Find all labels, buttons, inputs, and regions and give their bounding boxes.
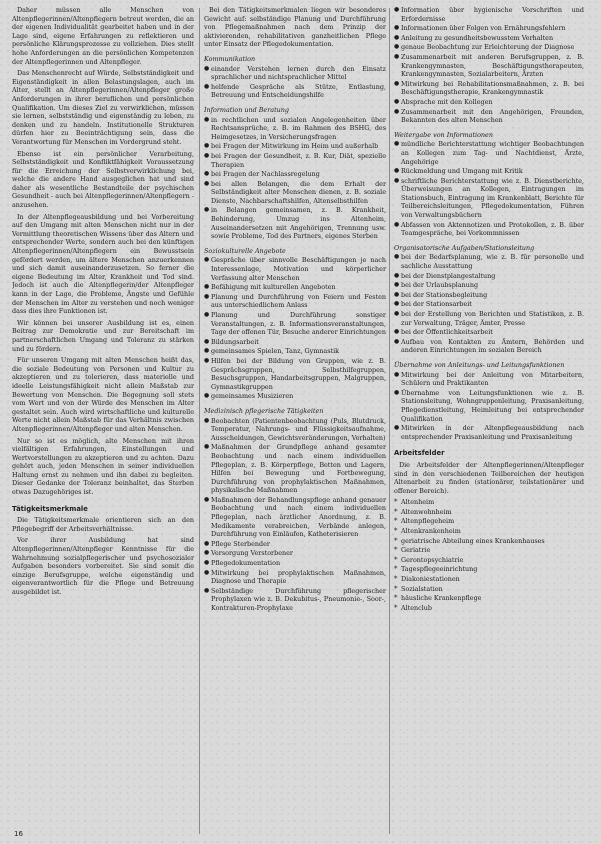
bullet-list xyxy=(394,371,584,442)
list-item: * Gerontopsychiatrie xyxy=(394,556,584,565)
list-item: ● schriftliche Berichterstattung wie z. B. Dienstberichte, Überweisungen an Kollegen, Eintragungen im Stationsbuch, Eintragung im Krankenblatt, Berichte für Teilbereichsleitungen, Pflegedokumentation, Führen von Verwaltungsbüchern xyxy=(394,177,584,220)
paragraph: Die Arbeitsfelder der Altenpflegerinnen/Altenpfleger sind in den verschiedenen Teilbereichen der heutigen Altenarbeit zu finden (stationärer, teilstationärer und offener Bereich). xyxy=(394,460,584,495)
subsection-heading: Organisatorische Aufgaben/Stationsleitung xyxy=(394,243,535,252)
list-item: ● bei der Erstellung von Berichten und Statistiken, z. B. zur Verwaltung, Träger, Ämter, Presse xyxy=(394,310,584,327)
list-item: ● Selbständige Durchführung pflegerischer Prophylaxen wie z. B. Dekubitus-, Pneumonie-, Soor-, Kontrakturen-Prophylaxe xyxy=(204,587,386,613)
bullet-list xyxy=(204,256,386,401)
bullet-list xyxy=(204,65,386,100)
paragraph: Ebenso ist ein persönlicher Verarbeitung, Selbstständigkeit und Konfliktfähigkeit Voraussetzung für die Erreichung der Selbstverwirklichung bei, welche die andere Hand ausgeglichen hat und sind daher als wesentliche Bestandteile der psychischen Gesundheit - auch bei Altenpflegerinnen/Altenpflegern - anzusehen. xyxy=(12,149,194,210)
list-item: ● bei der Urlaubsplanung xyxy=(394,281,584,290)
list-item: ● bei der Dienstplangestaltung xyxy=(394,272,584,281)
list-item: * Geriatrie xyxy=(394,546,584,555)
section-title: Arbeitsfelder xyxy=(394,449,445,458)
bullet-list xyxy=(394,498,584,612)
list-item: ● Aufbau von Kontakten zu Ämtern, Behörden und anderen Einrichtungen im sozialen Bereich xyxy=(394,338,584,355)
list-item: ● in rechtlichen und sozialen Angelegenheiten über Rechtsansprüche, z. B. im Rahmen des BSHG, des Heimgesetzes, in Versicherungsfragen xyxy=(204,116,386,142)
list-item: ● in Belangen gemeinsamen, z. B. Krankheit, Behinderung, Umzug ins Altenheim, Auseinandersetzen mit Angehörigen, Trennung usw. sowie Probleme, Tod des Partners, eigenes Sterben xyxy=(204,206,386,240)
list-item: ● Zusammenarbeit mit den Angehörigen, Freunden, Bekannten des alten Menschen xyxy=(394,108,584,125)
text-column-3 xyxy=(394,6,584,838)
list-item: ● bei der Öffentlichkeitsarbeit xyxy=(394,328,584,337)
bullet-list xyxy=(204,116,386,241)
paragraph: Wir können bei unserer Ausbildung ist es, einen Beitrag zur Demokratie und zur Bereitschaft im partnerschaftlichen Umgang und Toleranz zu stärken und zu fördern. xyxy=(12,318,194,353)
subsection-heading: Übernahme von Anleitungs- und Leitungsfunktionen xyxy=(394,360,565,369)
list-item: ● Mitwirken in der Altenpflegeausbildung nach entsprechender Praxisanleitung und Praxisanleitung xyxy=(394,424,584,441)
list-item: ● genaue Beobachtung zur Erleichterung der Diagnose xyxy=(394,43,584,52)
list-item: ● gemeinsames Spielen, Tanz, Gymnastik xyxy=(204,347,386,356)
list-item: ● Mitwirkung bei prophylaktischen Maßnahmen, Diagnose und Therapie xyxy=(204,569,386,586)
list-item: ● Information über hygienische Vorschriften und Erfordernisse xyxy=(394,6,584,23)
subsection-heading: Kommunikation xyxy=(204,54,256,63)
list-item: * Diakoniestationen xyxy=(394,575,584,584)
paragraph: Nur so ist es möglich, alte Menschen mit ihren vielfältigen Erfahrungen, Einstellungen und Wertvorstellungen zu akzeptieren und zu achten. Dazu gehört auch, jeden Menschen in seiner individuellen Haltung ernst zu nehmen und ihn dabei zu begleiten. Dieser Gedanke der Toleranz beinhaltet, das Sterben etwas Dazugehöriges ist. xyxy=(12,436,194,497)
list-item: * Altenpflegeheim xyxy=(394,517,584,526)
list-item: ● Versorgung Verstorbener xyxy=(204,549,386,558)
text-column-2 xyxy=(204,6,386,838)
list-item: ● Befähigung mit kulturellen Angeboten xyxy=(204,283,386,292)
list-item: ● Pflegedokumentation xyxy=(204,559,386,568)
list-item: ● Abfassen von Aktennotizen und Protokollen, z. B. über Teamgespräche, bei Vorkommnissen xyxy=(394,221,584,238)
list-item: ● einander Verstehen lernen durch den Einsatz sprachlicher und nichtsprachlicher Mittel xyxy=(204,65,386,82)
list-item: ● Gespräche über sinnvolle Beschäftigungen je nach Interessenlage, Motivation und körperlicher Verfassung alter Menschen xyxy=(204,256,386,282)
text-column-1 xyxy=(12,6,194,838)
bullet-list xyxy=(204,417,386,613)
list-item: * Altenheim xyxy=(394,498,584,507)
list-item: * geriatrische Abteilung eines Krankenhauses xyxy=(394,537,584,546)
page-number: 16 xyxy=(14,830,23,838)
list-item: ● Übernahme von Leitungsfunktionen wie z. B. Stationsleitung, Wohngruppenleitung, Praxisanleitung, Pflegedienstleitung, Heimleitung bei entsprechender Qualifikation xyxy=(394,389,584,423)
list-item: ● bei allen Belangen, die dem Erhalt der Selbständigkeit alter Menschen dienen, z. B. soziale Dienste, Nachbarschaftshilfen, Altenselbsthilfen xyxy=(204,180,386,206)
list-item: ● Zusammenarbeit mit anderen Berufsgruppen, z. B. Krankengymnasten, Beschäftigungstherapeuten, Krankengymnasten, Sozialarbeitern, Ärzten xyxy=(394,53,584,79)
column-divider xyxy=(199,8,200,834)
subsection-heading: Weitergabe von Informationen xyxy=(394,130,493,139)
paragraph: Für unseren Umgang mit alten Menschen heißt das, die soziale Bedeutung von Personen und Kultur zu akzeptieren und zu tolerieren, dass materielle und ideelle Leistungsfähigkeit nicht allein Maßstab zur Bewertung von Menschen. Die Begegnung soll stets vom Wert und von der Würde des Menschen im Alter gestaltet sein. Auch wird wirtschaftliche und kulturelle Werte nicht allein Maßstab für das Verhältnis zwischen Altenpflegerinnen/Altenpfleger und alten Menschen. xyxy=(12,356,194,433)
group-list xyxy=(204,55,386,613)
paragraph-group xyxy=(12,6,194,497)
list-item: * Altenclub xyxy=(394,604,584,613)
bullet-list xyxy=(394,253,584,355)
list-item: ● Absprache mit den Kollegen xyxy=(394,98,584,107)
list-item: ● bei der Stationsbegleitung xyxy=(394,291,584,300)
list-item: ● Beobachten (Patientenbeobachtung (Puls, Blutdruck, Temperatur, Nahrungs- und Flüssigkeitsaufnahme, Ausscheidungen, Gewichtsveränderungen, Verhalten) xyxy=(204,417,386,443)
subsection-heading: Soziokulturelle Angebote xyxy=(204,246,286,255)
list-item: ● bei Fragen der Mitwirkung im Heim und außerhalb xyxy=(204,142,386,151)
paragraph: Bei den Tätigkeitsmerkmalen liegen wir besonderes Gewicht auf: selbständige Planung und Durchführung von Pflegemaßnahmen nach dem Prinzip der aktivierenden, rehabilitativen ganzheitlichen Pflege unter Einsatz der Pflegedokumentation. xyxy=(204,6,386,49)
bullet-list xyxy=(394,6,584,125)
paragraph: Das Menschenrecht auf Würde, Selbstständigkeit und Eigenständigkeit in allen Belastungslagen, auch im Alter, stellt an Altenpflegerinnen/Altenpfleger große Anforderungen in ihrer beruflichen und persönlichen Qualifikation. Um dieses Ziel zu verwirklichen, müssen sie lernen, selbstständig und eigenständig zu leben, zu denken und zu handeln. Institutionelle Strukturen dürfen hier zu Beeinträchtigung sein, dass die Verantwortung für Menschen im Vordergrund steht. xyxy=(12,69,194,146)
bullet-list xyxy=(394,140,584,238)
list-item: * häusliche Krankenpflege xyxy=(394,594,584,603)
column-divider xyxy=(389,8,390,834)
list-item: ● bei der Bedarfsplanung, wie z. B. für personelle und sachliche Ausstattung xyxy=(394,253,584,270)
list-item: ● Hilfen bei der Bildung von Gruppen, wie z. B. Gesprächsgruppen, Selbsthilfegruppen, Besuchsgruppen, Handarbeitsgruppen, Malgruppen, Gymnastikgruppen xyxy=(204,357,386,391)
subsection-heading: Medizinisch pflegerische Tätigkeiten xyxy=(204,406,324,415)
group-list xyxy=(394,131,584,442)
list-item: ● Mitwirkung bei der Anleitung von Mitarbeitern, Schülern und Praktikanten xyxy=(394,371,584,388)
subsection-heading: Information und Beratung xyxy=(204,105,289,114)
list-item: ● bei Fragen der Nachlassregelung xyxy=(204,170,386,179)
paragraph: Die Tätigkeitsmerkmale orientieren sich an den Pflegebegriff der Arbeitsverhältnisse. xyxy=(12,516,194,533)
list-item: ● Maßnahmen der Behandlungspflege anhand genauer Beobachtung und nach einem individuellen Pflegeplan, nach ärztlicher Anordnung, z. B. Medikamente verabreichen, Verbände anlegen, Durchführung von Einläufen, Katheterisieren xyxy=(204,496,386,539)
list-item: * Altenkrankenheim xyxy=(394,527,584,536)
list-item: * Tagespflegeeinrichtung xyxy=(394,565,584,574)
paragraph: Daher müssen alle Menschen von Altenpflegerinnen/Altenpflegern betreut werden, die an der eigenen Individualität gearbeitet haben und in der Lage sind, eigene Erfahrungen zu reflektieren und persönliche Klärungsprozesse zu vollziehen. Dies stellt hohe Anforderungen an die persönlichen Kompetenzen der Altenpflegerinnen und Altenpfleger. xyxy=(12,6,194,66)
list-item: ● Planung und Durchführung sonstiger Veranstaltungen, z. B. Informationsveranstaltungen, Tage der offenen Tür, Besuche anderer Einrichtungen xyxy=(204,311,386,337)
list-item: ● Pflege Sterbender xyxy=(204,540,386,549)
paragraph: In der Altenpflegeausbildung und bei Vorbereitung auf den Umgang mit alten Menschen nicht nur in der Vermittlung theoretischen Wissens über das Altern und entsprechender Werte, sondern auch bei den künftigen Altenpflegerinnen/Altenpflegern ein Bewusstsein gefördert werden, um ältere Menschen anzuerkennen und sich damit auseinanderzusetzen. So ferner die eigene Bedeutung im Alter, Krankheit und Tod sind. Jedoch ist auch die Altenpflegerin/der Altenpfleger kann in der Lage, die Probleme, Ängste und Gefühle der Menschen im Alter zu verstehen und noch weniger dass dies ihre Funktionen ist. xyxy=(12,212,194,316)
list-item: ● Rückmeldung und Umgang mit Kritik xyxy=(394,167,584,176)
list-item: ● Planung und Durchführung von Feiern und Festen aus unterschiedlichem Anlass xyxy=(204,293,386,310)
list-item: ● bei der Stationsarbeit xyxy=(394,300,584,309)
list-item: * Altenwohnheim xyxy=(394,508,584,517)
list-item: ● bei Fragen der Gesundheit, z. B. Kur, Diät, spezielle Therapien xyxy=(204,152,386,169)
paragraph-group xyxy=(12,516,194,596)
paragraph: Vor ihrer Ausbildung hat sind Altenpflegerinnen/Altenpfleger Kenntnisse für die Wahrnehmung sozialpflegerischer und psychosozialer Aufgaben besonders vorbereitet. Sie sind somit die einzige Berufsgruppe, welche eigenständig und eigenverantwortlich für die Pflege und Betreuung ausgebildet ist. xyxy=(12,536,194,596)
section-title: Tätigkeitsmerkmale xyxy=(12,504,88,513)
list-item: ● Anleitung zu gesundheitsbewusstem Verhalten xyxy=(394,34,584,43)
list-item: * Sozialstation xyxy=(394,585,584,594)
list-item: ● Mitwirkung bei Rehabilitationsmaßnahmen, z. B. bei Beschäftigungstherapie, Krankengymnastik xyxy=(394,80,584,97)
list-item: ● Bildungsarbeit xyxy=(204,338,386,347)
list-item: ● Maßnahmen der Grundpflege anhand gesamter Beobachtung und nach einem individuellen Pflegeplan, z. B. Körperpflege, Betten und Lagern, Hilfen bei Bewegung und Fortbewegung, Durchführung von prophylaktischen Maßnahmen, physikalische Maßnahmen xyxy=(204,443,386,495)
list-item: ● helfende Gespräche als Stütze, Entlastung, Betreuung und Entscheidungshilfe xyxy=(204,83,386,100)
list-item: ● mündliche Berichterstattung wichtiger Beobachtungen an Kollegen zum Tag- und Nachtdienst, Ärzte, Angehörige xyxy=(394,140,584,166)
list-item: ● Informationen über Folgen von Ernährungsfehlern xyxy=(394,24,584,33)
list-item: ● gemeinsames Musizieren xyxy=(204,392,386,401)
